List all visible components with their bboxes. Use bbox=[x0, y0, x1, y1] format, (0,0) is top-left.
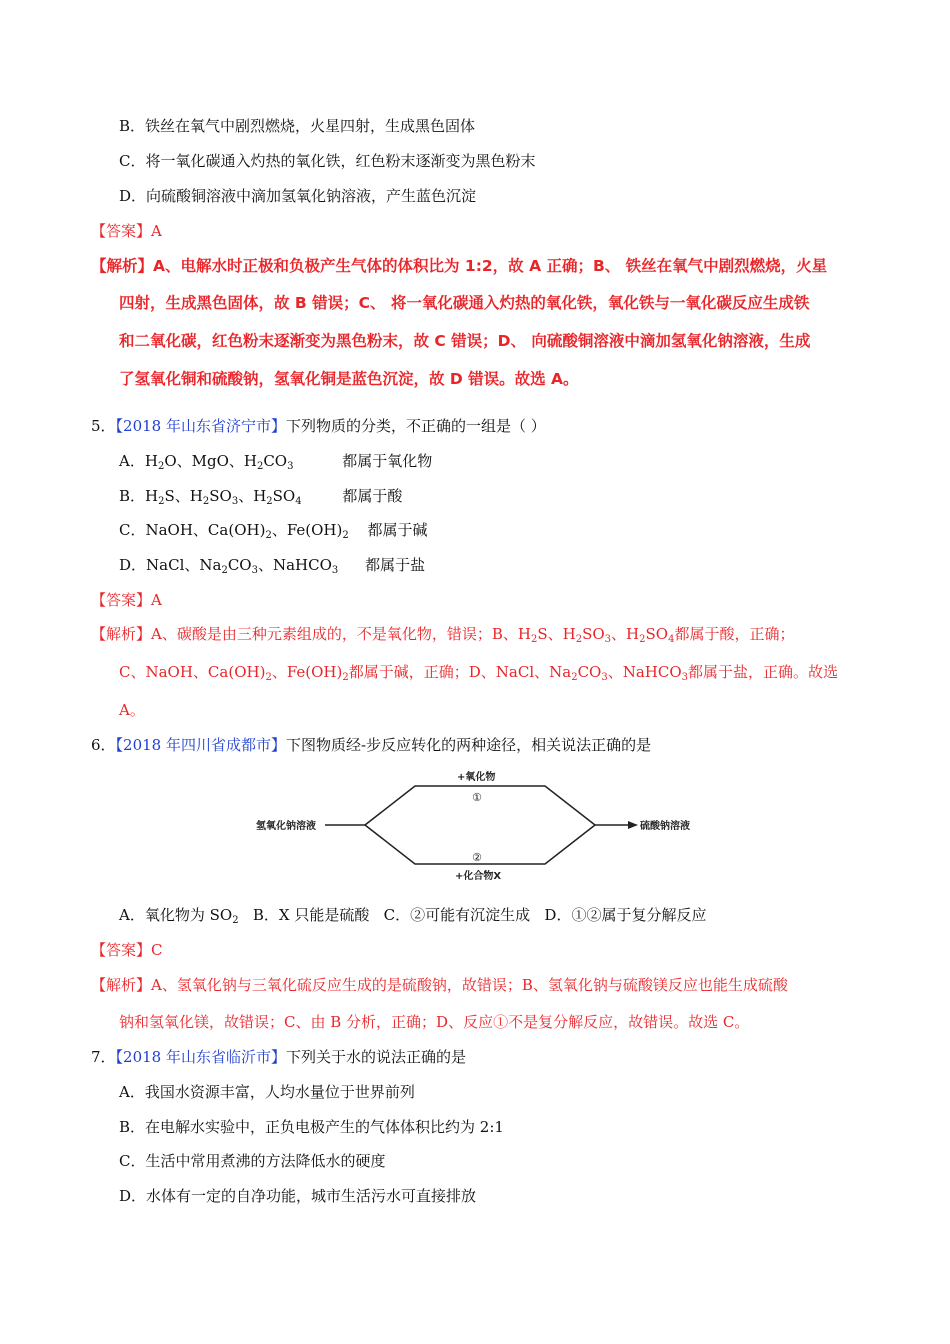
q6-explanation-line-1: 【解析】A、氢氧化钠与三氧化硫反应生成的是硫酸钠，故错误；B、氢氧化钠与硫酸镁反应也能生成硫酸 bbox=[91, 976, 788, 994]
q4-option-c: C．将一氧化碳通入灼热的氧化铁，红色粉末逐渐变为黑色粉末 bbox=[119, 152, 536, 170]
answer-tag: 【答案】 bbox=[91, 222, 152, 240]
question-source: 【2018 年山东省临沂市】 bbox=[115, 1048, 286, 1066]
question-text: 下列关于水的说法正确的是 bbox=[286, 1048, 467, 1066]
question-source: 【2018 年四川省成都市】 bbox=[115, 736, 286, 754]
answer-value: C bbox=[151, 941, 163, 959]
q4-option-d: D．向硫酸铜溶液中滴加氢氧化钠溶液，产生蓝色沉淀 bbox=[119, 187, 477, 205]
diagram-top-reagent: +氧化物 bbox=[457, 772, 496, 783]
q5-explanation-line-3: A。 bbox=[119, 701, 145, 719]
explanation-text: A、电解水时正极和负极产生气体的体积比为 1:2，故 A 正确；B、 铁丝在氧气中剧烈燃烧，火星 bbox=[153, 257, 828, 275]
q4-explanation-line-2: 四射，生成黑色固体，故 B 错误；C、 将一氧化碳通入灼热的氧化铁，氧化铁与一氧化碳反应生成铁 bbox=[119, 294, 810, 312]
reaction-pathway-diagram bbox=[250, 768, 710, 888]
answer-tag: 【答案】 bbox=[91, 941, 152, 959]
diagram-bottom-number: ② bbox=[472, 851, 482, 864]
q7-option-c: C．生活中常用煮沸的方法降低水的硬度 bbox=[119, 1152, 386, 1170]
question-source: 【2018 年山东省济宁市】 bbox=[115, 417, 286, 435]
q5-explanation-line-1: 【解析】A、碳酸是由三种元素组成的，不是氧化物，错误；B、$H_2S$、$H_2SO_3$、$H_2SO_4$都属于酸，正确； bbox=[91, 625, 795, 645]
q6-explanation-line-2: 钠和氢氧化镁，故错误；C、由 B 分析，正确；D、反应①不是复分解反应，故错误。故选 C。 bbox=[119, 1013, 750, 1031]
q5-option-c: C．NaOH、$Ca(OH)_2$、$Fe(OH)_2$ 都属于碱 bbox=[119, 521, 428, 541]
q7-option-b: B．在电解水实验中，正负电极产生的气体体积比约为 2:1 bbox=[119, 1118, 504, 1136]
q5-option-b: B．$H_2S$、$H_2SO_3$、$H_2SO_4$ 都属于酸 bbox=[119, 487, 403, 507]
diagram-left-label: 氢氧化钠溶液 bbox=[256, 821, 316, 832]
q5-option-a: A．$H_2O$、MgO、$H_2CO_3$ 都属于氧化物 bbox=[119, 452, 433, 472]
q6-stem bbox=[91, 735, 651, 755]
q5-explanation-line-2: C、NaOH、$Ca(OH)_2$、$Fe(OH)_2$都属于碱，正确；D、NaCl、$Na_2CO_3$、NaHCO$_3$都属于盐，正确。故选 bbox=[119, 663, 839, 683]
explanation-tag: 【解析】 bbox=[91, 257, 154, 275]
q4-option-b: B．铁丝在氧气中剧烈燃烧，火星四射，生成黑色固体 bbox=[119, 117, 476, 135]
q4-explanation-line-1 bbox=[91, 256, 827, 276]
q6-options: A．氧化物为 $SO_2$ B．X 只能是硫酸 C．②可能有沉淀生成 D．①②属于复分解反应 bbox=[119, 906, 707, 926]
question-text: 下列物质的分类，不正确的一组是（ ） bbox=[286, 417, 546, 435]
question-number: 7． bbox=[91, 1048, 116, 1066]
q4-explanation-line-3: 和二氧化碳，红色粉末逐渐变为黑色粉末，故 C 错误；D、 向硫酸铜溶液中滴加氢氧化钠溶液，生成 bbox=[119, 332, 811, 350]
answer-value: A bbox=[151, 222, 162, 240]
q5-answer bbox=[91, 590, 162, 610]
diagram-right-label: 硫酸钠溶液 bbox=[640, 821, 690, 832]
q7-stem bbox=[91, 1047, 466, 1067]
question-text: 下图物质经-步反应转化的两种途径，相关说法正确的是 bbox=[286, 736, 652, 754]
diagram-bottom-reagent: +化合物X bbox=[455, 871, 502, 882]
q7-option-d: D．水体有一定的自净功能，城市生活污水可直接排放 bbox=[119, 1187, 477, 1205]
q5-option-d: D．NaCl、$Na_2CO_3$、NaHCO$_3$ 都属于盐 bbox=[119, 556, 426, 576]
q4-explanation-line-4: 了氢氧化铜和硫酸钠，氢氧化铜是蓝色沉淀，故 D 错误。故选 A。 bbox=[119, 370, 579, 388]
q5-stem bbox=[91, 416, 546, 436]
arrow-head-icon bbox=[628, 821, 638, 829]
answer-value: A bbox=[151, 591, 162, 609]
q4-answer bbox=[91, 221, 162, 241]
question-number: 5． bbox=[91, 417, 116, 435]
answer-tag: 【答案】 bbox=[91, 591, 152, 609]
diagram-top-number: ① bbox=[472, 791, 482, 804]
q6-answer bbox=[91, 940, 163, 960]
q7-option-a: A．我国水资源丰富，人均水量位于世界前列 bbox=[119, 1083, 415, 1101]
question-number: 6． bbox=[91, 736, 116, 754]
